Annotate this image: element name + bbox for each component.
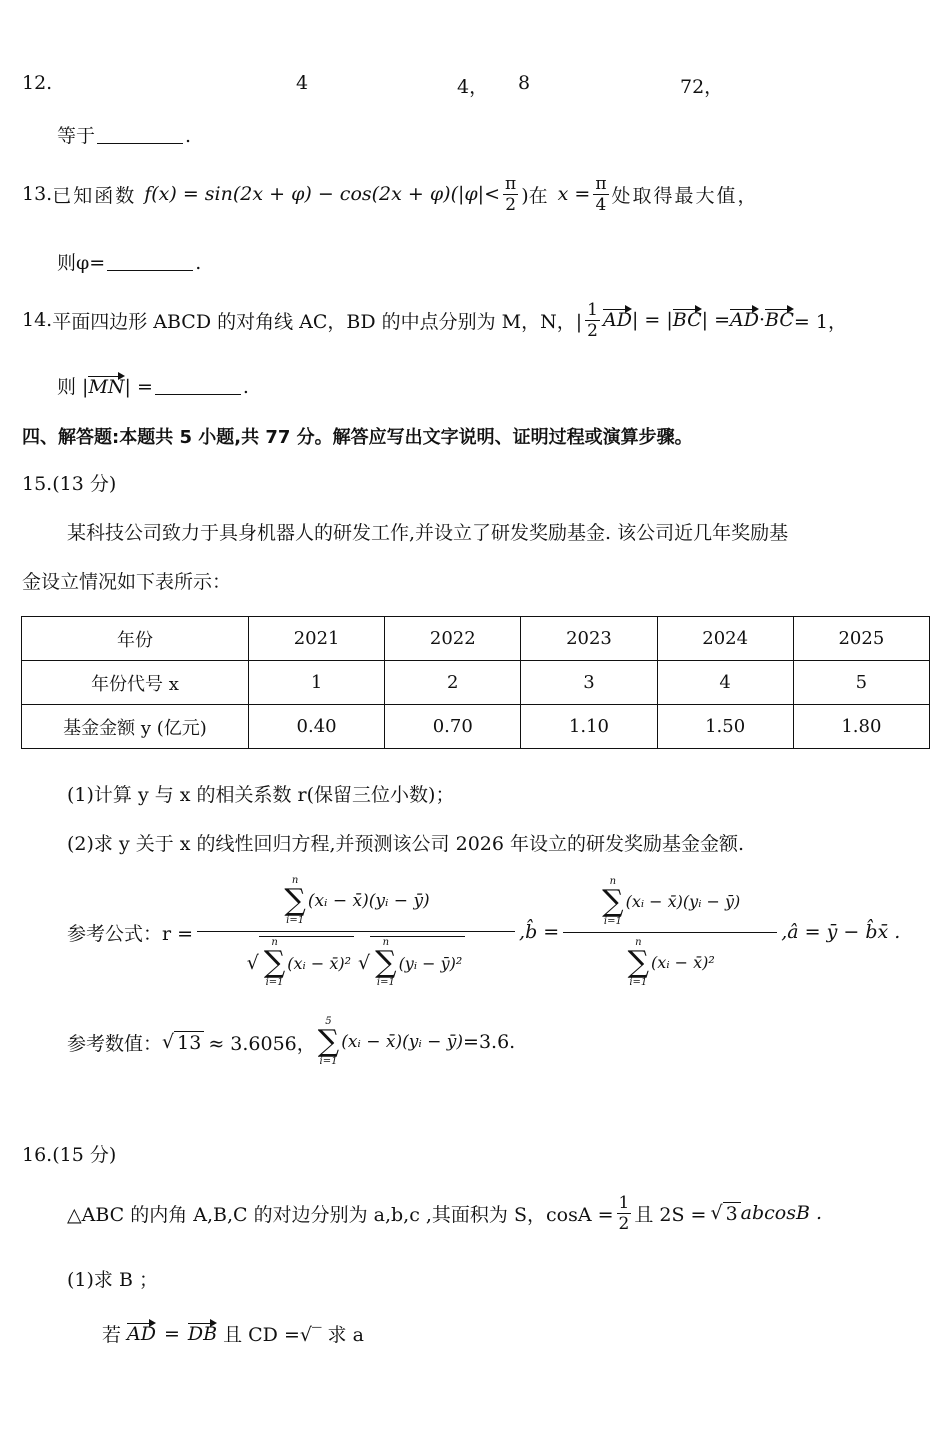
answer-blank[interactable] [107, 269, 193, 271]
vector-ad: AD [603, 309, 632, 331]
table-cell: 1.80 [793, 705, 929, 749]
q12-line2: 等于 . [57, 125, 192, 147]
table-cell: 4 [657, 661, 793, 705]
fund-table [21, 616, 930, 749]
sigma-icon: n ∑ i=1 [602, 875, 624, 927]
table-header-cell: 年份 [22, 617, 249, 661]
term: (xᵢ − x̄)² [287, 953, 352, 973]
q16-part2 [102, 1320, 364, 1347]
sum-lower: i=1 [603, 915, 622, 927]
term: (xᵢ − x̄)(yᵢ − ȳ) [307, 891, 430, 911]
q16-line1 [67, 1190, 822, 1236]
q12-text: 等于 [57, 125, 96, 147]
q13-line2: 则φ= . [57, 252, 202, 274]
q16-text: △ABC 的内角 A,B,C 的对边分别为 a,b,c ,其面积为 S，cosA = [67, 1203, 614, 1226]
sum-lower: i=1 [376, 977, 395, 988]
sqrt-value: 3 [723, 1202, 741, 1225]
sum-upper: n [382, 937, 390, 948]
formula-label: 参考公式：r = [67, 922, 194, 945]
q16-part1: (1)求 B ； [67, 1269, 158, 1291]
q12-fragment: 8 [518, 72, 531, 94]
q12-fragment: 72， [680, 76, 724, 98]
b-denominator [626, 933, 715, 989]
table-cell: 基金金额 y (亿元) [22, 705, 249, 749]
q16-text: 且 2S = [634, 1203, 707, 1226]
table-header-cell: 2024 [657, 617, 793, 661]
q13-line1 [22, 172, 759, 216]
sqrt-body [259, 936, 354, 989]
q12-number: 12. [22, 72, 53, 94]
b-fraction [563, 876, 777, 989]
vector-bc: BC [672, 309, 702, 331]
q14-text: 平面四边形 ABCD 的对角线 AC，BD 的中点分别为 M，N，| [52, 310, 583, 333]
q15-part2: (2)求 y 关于 x 的线性回归方程,并预测该公司 2026 年设立的研发奖励基金金额. [67, 833, 745, 855]
vector-ad: AD [730, 309, 759, 331]
table-cell: 1.50 [657, 705, 793, 749]
table-cell: 年份代号 x [22, 661, 249, 705]
fraction-num: 1 [618, 1192, 630, 1213]
term: (yᵢ − ȳ)² [398, 953, 463, 973]
q13-x: x = [557, 183, 591, 205]
sigma-icon: 5 ∑ i=1 [317, 1016, 340, 1067]
sigma-icon: n ∑ i=1 [263, 937, 286, 988]
fraction-num: π [505, 173, 517, 194]
table-header-cell: 2025 [793, 617, 929, 661]
fraction [585, 300, 600, 341]
vector-bc: BC [765, 309, 794, 331]
q16-text: 若 [102, 1324, 122, 1346]
q13-text: 处取得最大值， [611, 184, 759, 207]
table-cell: 2 [385, 661, 521, 705]
sum-upper: n [635, 936, 642, 948]
sum-lower: i=1 [629, 976, 648, 988]
sqrt-icon: √ [162, 1031, 175, 1053]
q14-text: 则 | [57, 376, 89, 398]
q16-text: 且 CD =√‾ 求 a [223, 1324, 364, 1346]
table-header-cell: 2022 [385, 617, 521, 661]
q16-text: = [163, 1322, 180, 1345]
reference-values [67, 1016, 515, 1068]
sigma-icon: n ∑ i=1 [375, 937, 397, 988]
fraction-den: 4 [595, 194, 607, 215]
q14-text: | = [124, 376, 153, 398]
fraction-num: 1 [587, 299, 598, 320]
sqrt-body [370, 936, 465, 989]
q14-text: | = [701, 309, 731, 331]
vector-ad: AD [127, 1322, 156, 1345]
q13-text: 已知函数 [52, 184, 137, 207]
vector-db: DB [187, 1322, 218, 1345]
q13-number: 13. [22, 183, 53, 205]
sum-upper: 5 [325, 1016, 332, 1027]
sum-lower: i=1 [286, 915, 305, 926]
term: (xᵢ − x̄)² [651, 953, 715, 972]
sum-lower: i=1 [319, 1056, 338, 1067]
q13-function: f(x) = sin(2x + φ) − cos(2x + φ)(|φ|< [144, 183, 501, 205]
r-numerator [197, 875, 515, 932]
q14-number: 14. [22, 309, 53, 331]
table-header-cell: 2023 [521, 617, 657, 661]
fraction [503, 174, 518, 215]
answer-blank[interactable] [97, 142, 183, 144]
sum-upper: n [271, 937, 278, 948]
ref-label: 参考数值： [67, 1032, 163, 1055]
section-heading: 四、解答题:本题共 5 小题,共 77 分。解答应写出文字说明、证明过程或演算步骤。 [22, 427, 693, 448]
ref-approx: ≈ 3.6056， [208, 1032, 316, 1055]
q16-header: 16.(15 分) [22, 1144, 117, 1166]
table-cell: 1.10 [521, 705, 657, 749]
b-hat: ,b̂ = [519, 921, 560, 943]
table-header-row [22, 617, 930, 661]
q15-intro: 金设立情况如下表所示： [22, 571, 232, 593]
sqrt-icon: √ [710, 1202, 723, 1224]
term: (xᵢ − x̄)(yᵢ − ȳ) [341, 1032, 464, 1052]
r-fraction [197, 875, 515, 989]
q12-fragment: 4 [296, 72, 309, 94]
table-header-cell: 2021 [249, 617, 385, 661]
a-hat: ,â = ȳ − b̂x̄ . [781, 921, 901, 943]
fraction-num: π [595, 173, 607, 194]
q15-part1: (1)计算 y 与 x 的相关系数 r(保留三位小数)； [67, 784, 455, 806]
r-denominator [247, 932, 466, 989]
q15-intro: 某科技公司致力于具身机器人的研发工作,并设立了研发奖励基金. 该公司近几年奖励基 [67, 522, 789, 544]
sum-upper: n [609, 875, 617, 887]
fraction [593, 174, 608, 215]
q13-text: 则φ= [57, 252, 106, 274]
reference-formula [67, 872, 900, 992]
table-row [22, 705, 930, 749]
table-row [22, 661, 930, 705]
b-numerator [563, 876, 777, 933]
table-cell: 1 [249, 661, 385, 705]
sum-lower: i=1 [265, 977, 284, 988]
dot-operator: · [758, 309, 766, 331]
term: (xᵢ − x̄)(yᵢ − ȳ) [625, 892, 741, 911]
sqrt-icon: √ [358, 951, 371, 974]
sum-upper: n [291, 875, 299, 886]
sigma-icon: n ∑ i=1 [284, 875, 306, 926]
table-cell: 0.40 [249, 705, 385, 749]
ref-tail: =3.6. [463, 1031, 516, 1053]
q15-header: 15.(13 分) [22, 473, 117, 495]
table-cell: 5 [793, 661, 929, 705]
vector-mn: MN [88, 376, 125, 398]
sqrt-icon: √ [246, 951, 259, 974]
q14-text: | = | [631, 309, 673, 331]
sqrt-value: 13 [174, 1031, 204, 1054]
fraction-den: 2 [618, 1213, 630, 1234]
sigma-icon: n ∑ i=1 [627, 936, 650, 988]
fraction-den: 2 [587, 320, 598, 341]
q14-line1 [22, 298, 847, 342]
answer-blank[interactable] [155, 393, 241, 395]
fraction-den: 2 [505, 194, 517, 215]
q13-text: )在 [521, 184, 548, 207]
table-cell: 3 [521, 661, 657, 705]
q14-line2: 则 |MN| = . [57, 376, 249, 398]
table-cell: 0.70 [385, 705, 521, 749]
q14-text: = 1， [793, 310, 847, 333]
q16-text: abcosB . [740, 1202, 823, 1224]
fraction [617, 1193, 632, 1234]
q12-fragment: 4， [457, 76, 489, 98]
